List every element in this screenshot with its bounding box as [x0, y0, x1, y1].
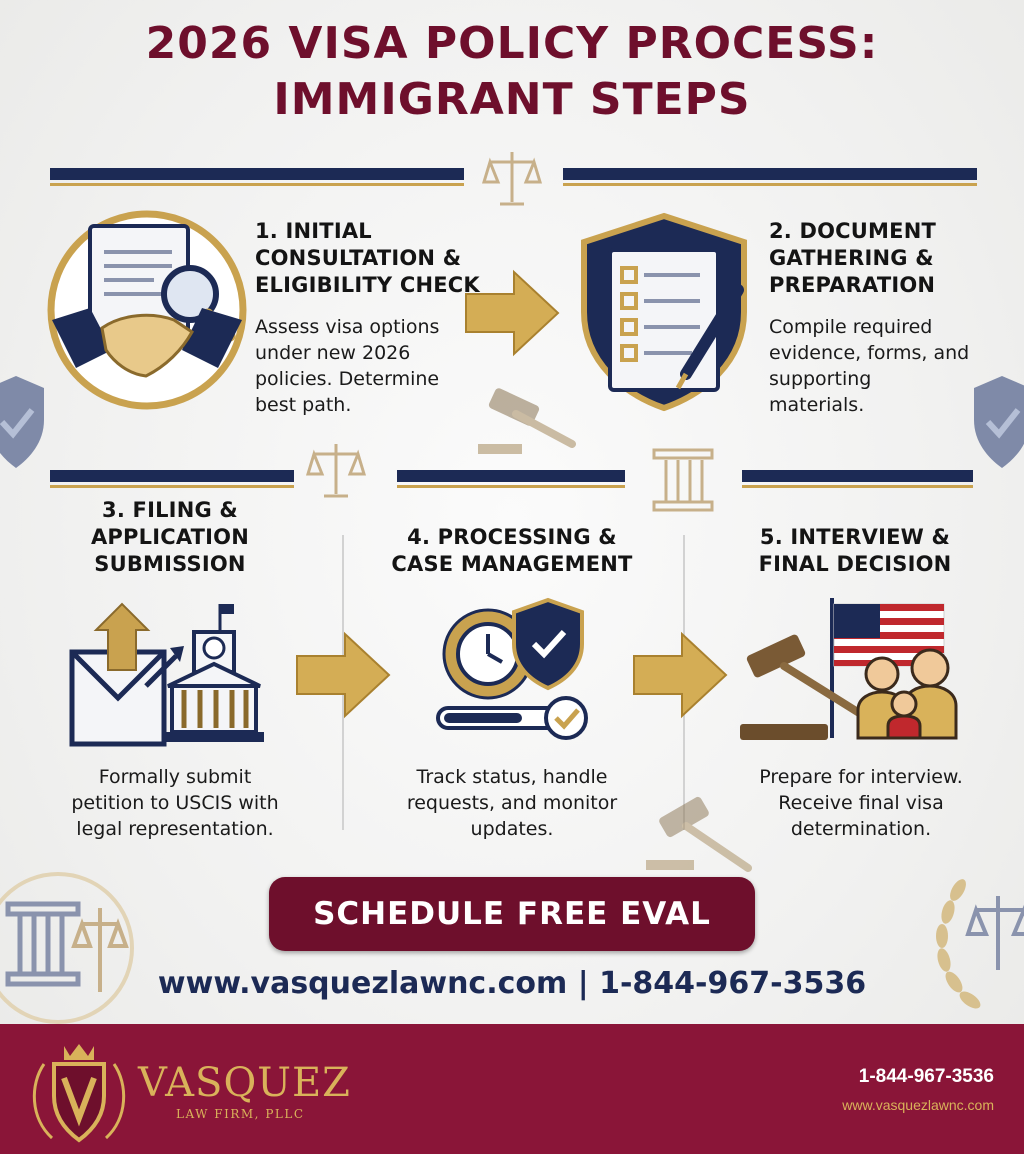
step-3-title: 3. FILING & APPLICATION SUBMISSION	[90, 498, 250, 576]
footer-phone[interactable]: 1-844-967-3536	[858, 1066, 994, 1087]
gavel-icon	[476, 388, 586, 458]
step-1-description: Assess visa options under new 2026 policies. Determine best path.	[255, 316, 440, 416]
step-5-title: 5. INTERVIEW & FINAL DECISION	[758, 525, 952, 576]
column-icon	[650, 444, 716, 514]
flag-icon	[734, 588, 974, 748]
step-4-description: Track status, handle requests, and monitor updates.	[406, 766, 618, 840]
envelope-upload-icon	[68, 590, 278, 750]
arrow-right-icon	[630, 630, 730, 720]
step-1-title: 1. INITIAL CONSULTATION & ELIGIBILITY CHECK	[255, 219, 480, 297]
brand-subtitle: LAW FIRM, PLLC	[176, 1107, 305, 1121]
shield-checklist-icon	[574, 212, 754, 412]
arrow-right-icon	[293, 630, 393, 720]
gear-clock-icon	[436, 596, 596, 746]
step-5-description: Prepare for interview. Receive final visa determination.	[759, 766, 963, 840]
footer-url[interactable]: www.vasquezlawnc.com	[842, 1097, 994, 1113]
shield-check-icon	[972, 372, 1024, 472]
handshake-icon	[42, 200, 252, 410]
top-rule-left	[50, 168, 464, 180]
gavel-icon	[646, 796, 756, 876]
arrow-right-icon	[462, 268, 562, 358]
step-3-description: Formally submit petition to USCIS with legal representation.	[71, 766, 279, 840]
step-4-title: 4. PROCESSING & CASE MANAGEMENT	[391, 525, 633, 576]
schedule-free-eval-button[interactable]: SCHEDULE FREE EVAL	[269, 877, 755, 951]
step-2-title: 2. DOCUMENT GATHERING & PREPARATION	[769, 219, 936, 297]
top-rule-right	[563, 168, 977, 180]
row2-rule-2	[397, 470, 625, 482]
page-title	[0, 16, 1024, 128]
column-icon	[0, 868, 148, 1038]
row2-rule-3	[742, 470, 973, 482]
title-line-2: IMMIGRANT STEPS	[273, 74, 751, 125]
scales-icon	[482, 148, 542, 208]
courthouse-icon	[164, 604, 264, 742]
row2-rule-1	[50, 470, 294, 482]
law-firm-logo-icon	[24, 1034, 134, 1154]
scales-icon	[306, 440, 366, 500]
contact-line: www.vasquezlawnc.com | 1-844-967-3536	[157, 966, 867, 1001]
step-2-description: Compile required evidence, forms, and supporting materials.	[769, 316, 970, 416]
brand-name: VASQUEZ	[138, 1060, 351, 1106]
title-line-1: 2026 VISA POLICY PROCESS:	[145, 18, 879, 69]
progress-bar-icon	[438, 698, 586, 738]
shield-check-icon	[0, 372, 46, 472]
